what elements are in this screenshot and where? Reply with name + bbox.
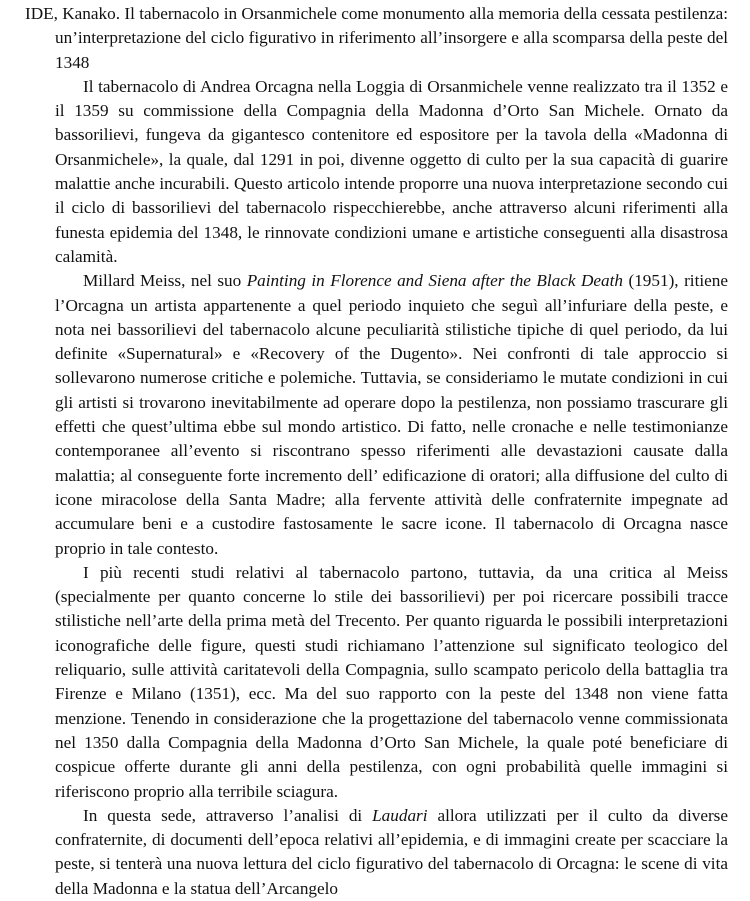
cited-book-title: Painting in Florence and Siena after the Black Death xyxy=(246,271,624,291)
paragraph-text: (1951), ritiene l’Orcagna un artista appartenente a quel periodo inquieto che seguì all’infuriare della peste, e nota nei bassorilievi del tabernacolo alcune peculiarità stilistiche tipiche di quel periodo, da lui definite «Supernatural» e «Recovery of the Dugento». Nei confronti di tale approccio si sollevarono numerose critiche e polemiche. Tuttavia, se consideriamo le mutate condizioni in cui gli artisti si trovarono inevitabilmente ad operare dopo la pestilenza, non possiamo trascurare gli effetti che quest’ultima ebbe sul mondo artistico. Di fatto, nelle cronache e nelle testimonianze contemporanee all’evento si riscontrano spesso riferimenti alle devastazioni causate dalla malattia; al conseguente forte incremento dell’ edificazione di oratori; alla diffusione del culto di icone miracolose della Santa Madre; alla fervente attività delle confraternite impegnate ad accumulare beni e a custodire fastosamente le sacre icone. Il tabernacolo di Orcagna nasce proprio in tale contesto. xyxy=(55,271,728,558)
abstract-paragraph-1 xyxy=(25,75,728,269)
laudari-term: Laudari xyxy=(372,805,428,825)
paragraph-text: In questa sede, attraverso l’analisi di xyxy=(83,805,373,825)
paragraph-text: I più recenti studi relativi al tabernacolo partono, tuttavia, da una critica al Meiss (specialmente per quanto concerne lo stile dei bassorilievi) per poi ricercare possibili tracce stilistiche nell’arte della prima metà del Trecento. Per quanto riguarda le possibili interpretazioni iconografiche delle figure, questi studi richiamano l’attenzione sul significato teologico del reliquario, sulle attività caritatevoli della Compagnia, sullo scampato pericolo della battaglia tra Firenze e Milano (1351), ecc. Ma del suo rapporto con la peste del 1348 non viene fatta menzione. Tenendo in considerazione che la progettazione del tabernacolo venne commissionata nel 1350 dalla Compagnia della Madonna d’Orto San Michele, la quale poté beneficiare di cospicue offerte durante gli anni della pestilenza, con ogni probabilità quelle immagini si riferiscono proprio alla terribile sciagura. xyxy=(55,562,728,801)
article-title: Il tabernacolo in Orsanmichele come monumento alla memoria della cessata pestilenza: un’interpretazione del ciclo figurativo in riferimento all’insorgere e alla scomparsa della peste del 1348 xyxy=(55,4,729,72)
abstract-paragraph-3 xyxy=(25,561,728,804)
abstract-paragraph-4 xyxy=(25,804,728,901)
abstract-paragraph-2 xyxy=(25,269,728,561)
paragraph-text: Millard Meiss, nel suo xyxy=(83,271,247,291)
paragraph-text: Il tabernacolo di Andrea Orcagna nella Loggia di Orsanmichele venne realizzato tra il 1352 e il 1359 su commissione della Compagnia della Madonna d’Orto San Michele. Ornato da bassorilievi, fungeva da gigantesco contenitore ed espositore per la tavola della «Madonna di Orsanmichele», la quale, dal 1291 in poi, divenne oggetto di culto per la sua capacità di guarire malattie anche incurabili. Questo articolo intende proporre una nuova interpretazione secondo cui il ciclo di bassorilievi del tabernacolo rispecchierebbe, anche attraverso alcuni riferimenti alla funesta epidemia del 1348, le rinnovate condizioni umane e artistiche conseguenti alla disastrosa calamità. xyxy=(55,76,728,266)
author-name: IDE, Kanako. xyxy=(25,4,121,23)
paragraph-text: allora utilizzati per il culto da diverse confraternite, di documenti dell’epoca relativi all’epidemia, e di immagini create per scacciare la peste, si tenterà una nuova lettura del ciclo figurativo del tabernacolo di Orcagna: le scene di vita della Madonna e la statua dell’Arcangelo xyxy=(55,805,728,898)
bibliographic-entry xyxy=(25,2,728,75)
